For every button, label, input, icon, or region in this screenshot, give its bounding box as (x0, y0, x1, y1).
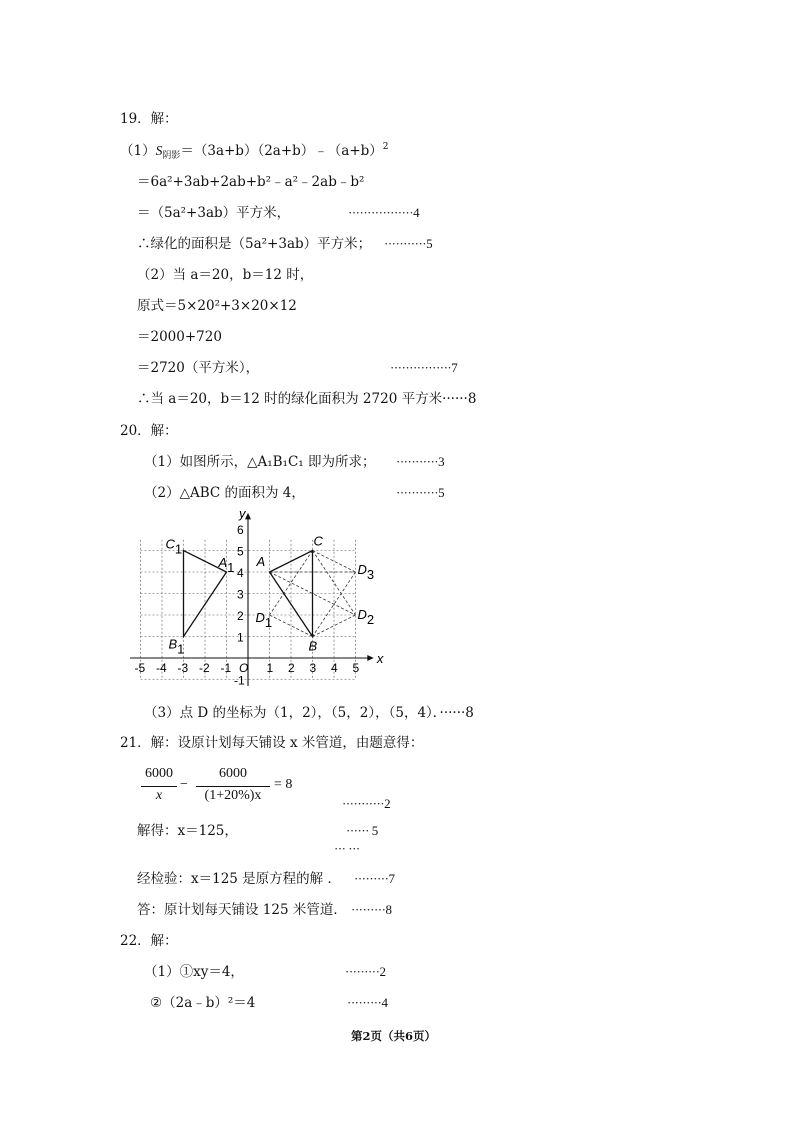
x-tick-label: 2 (288, 661, 295, 675)
q19-line-4: ∴绿化的面积是（5a²+3ab）平方米； (137, 236, 372, 252)
q22-line-2: ②（2a﹣b）²＝4 (150, 995, 256, 1011)
point-label-b1: B1 (168, 636, 185, 657)
q21-line-2-score-b: ··· ··· (334, 841, 360, 856)
y-tick-label: 6 (237, 523, 244, 537)
fraction-1-bar (141, 786, 177, 787)
fraction-2-numerator: 6000 (219, 766, 247, 781)
q19-line-6: 原式＝5×20²+3×20×12 (137, 298, 297, 314)
q19-l1-rest: ＝（3a+b）（2a+b）﹣（a+b） (180, 143, 383, 159)
q19-l1-s: S (155, 143, 163, 158)
point-label-d1: D1 (255, 610, 273, 630)
q20-line-1-score: ···········3 (396, 454, 445, 469)
q22-line-1-score: ·········2 (345, 964, 386, 979)
point-label-a1: A1 (218, 555, 235, 575)
point-label-b: B (308, 638, 318, 654)
q19-line-7: ＝2000+720 (137, 329, 222, 345)
q19-line-8: ＝2720（平方米）， (137, 360, 260, 376)
x-tick-label: 4 (331, 661, 338, 675)
q19-line-2: ＝6a²+3ab+2ab+b²﹣a²﹣2ab﹣b² (137, 174, 365, 190)
q19-line-5: （2）当 a＝20，b＝12 时， (137, 267, 314, 283)
point-label-a: A (256, 554, 266, 569)
y-axis-label: y (239, 508, 246, 522)
q19-line-1 (120, 142, 389, 160)
q21-header: 21．解：设原计划每天铺设 x 米管道，由题意得： (120, 735, 424, 751)
point-label-c: C (313, 533, 323, 549)
q22-header: 22．解： (120, 933, 178, 949)
q19-line-4-score: ···········5 (384, 236, 433, 251)
point-label-subscript: 1 (177, 641, 185, 657)
point-label-subscript: 3 (366, 567, 375, 582)
y-tick-label: 1 (237, 630, 244, 645)
y-tick-label: 5 (237, 544, 244, 559)
q19-l1-prefix: （1） (120, 143, 156, 159)
q19-header: 19．解： (120, 111, 178, 127)
q19-line-8-score: ················7 (390, 360, 458, 375)
q22-line-1: （1）①xy＝4， (144, 964, 244, 980)
point-label-c1: C1 (165, 536, 183, 557)
x-tick-label: -5 (134, 661, 146, 675)
q20-line-1: （1）如图所示，△A₁B₁C₁ 即为所求； (144, 454, 376, 470)
q19-l1-sub: 阴影 (162, 151, 181, 161)
y-tick-label: -1 (234, 673, 245, 688)
fraction-2-bar (196, 786, 270, 787)
q21-line-2: 解得：x＝125， (137, 823, 238, 839)
point-label-subscript: 2 (366, 612, 375, 627)
q21-eq-score: ···········2 (342, 796, 391, 811)
fraction-1-denominator: x (155, 788, 163, 803)
point-label-subscript: 1 (264, 615, 273, 630)
coordinate-graph (130, 508, 400, 698)
point-label-subscript: 1 (174, 541, 183, 557)
q20-line-2: （2）△ABC 的面积为 4， (144, 485, 305, 501)
q21-line-3-score: ·········7 (354, 871, 395, 886)
q22-line-2-score: ·········4 (347, 995, 388, 1010)
y-tick-label: 4 (237, 566, 244, 580)
x-tick-label: O (239, 661, 249, 675)
equals-eight: = 8 (274, 777, 293, 792)
x-axis-arrow (367, 655, 373, 661)
q21-line-4-score: ·········8 (351, 902, 392, 917)
x-tick-label: 1 (266, 661, 274, 675)
x-tick-label: -1 (220, 661, 232, 675)
q21-line-2-score: ······ 5 (346, 823, 378, 838)
x-tick-label: -3 (177, 661, 189, 675)
x-tick-label: 5 (352, 661, 360, 675)
q19-l1-sup: 2 (382, 142, 389, 152)
q21-line-3: 经检验：x＝125 是原方程的解 ． (137, 871, 341, 887)
x-axis-label: x (376, 651, 384, 666)
fraction-2 (194, 764, 274, 804)
q19-line-3-score: ·················4 (348, 205, 420, 220)
q20-line-3: （3）点 D 的坐标为（1，2），（5，2），（5，4）．······8 (144, 705, 474, 721)
y-tick-label: 3 (237, 587, 244, 602)
x-tick-label: 3 (309, 661, 317, 675)
q20-line-2-score: ···········5 (396, 485, 445, 500)
minus-sign: − (180, 777, 188, 792)
q19-line-9: ∴当 a＝20，b＝12 时的绿化面积为 2720 平方米······8 (137, 391, 477, 407)
fraction-1 (140, 764, 180, 804)
x-tick-label: -4 (156, 661, 167, 675)
page-footer: 第2页（共6页） (351, 1029, 437, 1043)
q19-line-3: ＝（5a²+3ab）平方米， (137, 205, 291, 221)
fraction-1-numerator: 6000 (145, 766, 173, 781)
point-label-d2: D2 (357, 607, 375, 627)
y-tick-label: 2 (237, 609, 244, 623)
point-label-d3: D3 (357, 562, 375, 582)
point-label-subscript: 1 (227, 560, 235, 575)
y-axis-arrow (245, 513, 251, 519)
q20-header: 20．解： (120, 423, 178, 439)
x-tick-label: -2 (199, 661, 210, 675)
q21-line-4: 答：原计划每天铺设 125 米管道． (137, 902, 347, 918)
fraction-2-denominator: (1+20%)x (204, 788, 262, 803)
